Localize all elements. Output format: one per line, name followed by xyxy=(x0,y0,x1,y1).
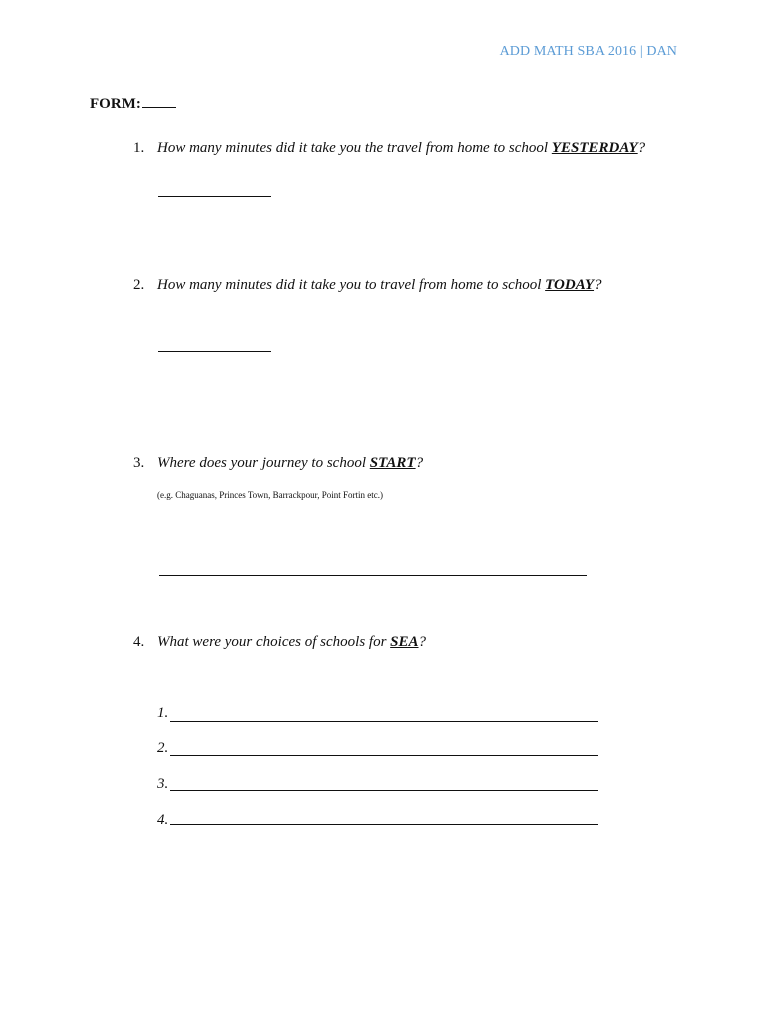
choice-line-2[interactable] xyxy=(170,755,598,756)
choice-2 xyxy=(157,740,169,757)
question-suffix: ? xyxy=(415,455,424,471)
question-number: 3. xyxy=(133,455,145,471)
question-4 xyxy=(133,634,426,651)
question-emphasis: START xyxy=(369,455,416,471)
question-2 xyxy=(133,277,602,294)
document-header: ADD MATH SBA 2016 | DAN xyxy=(499,44,677,59)
question-suffix: ? xyxy=(418,634,427,650)
question-text: What were your choices of schools for xyxy=(157,634,391,650)
choice-label: 1. xyxy=(157,705,169,721)
choice-label: 3. xyxy=(157,776,169,792)
form-blank-line[interactable] xyxy=(142,93,176,108)
question-number: 1. xyxy=(133,140,145,156)
form-label: FORM: xyxy=(90,96,141,112)
question-text: How many minutes did it take you to travel from home to school xyxy=(157,277,546,293)
question-1 xyxy=(133,140,645,157)
choice-line-3[interactable] xyxy=(170,790,598,791)
choice-label: 2. xyxy=(157,740,169,756)
choice-line-4[interactable] xyxy=(170,824,598,825)
question-number: 4. xyxy=(133,634,145,650)
question-text: How many minutes did it take you the travel from home to school xyxy=(157,140,552,156)
choice-label: 4. xyxy=(157,812,169,828)
choice-line-1[interactable] xyxy=(170,721,598,722)
choice-1 xyxy=(157,705,169,722)
question-emphasis: SEA xyxy=(390,634,419,650)
question-suffix: ? xyxy=(637,140,646,156)
answer-line-3[interactable] xyxy=(159,575,587,576)
answer-line-1[interactable] xyxy=(158,196,271,197)
question-suffix: ? xyxy=(594,277,602,293)
choice-3 xyxy=(157,776,169,793)
question-3-hint: (e.g. Chaguanas, Princes Town, Barrackpour, Point Fortin etc.) xyxy=(157,490,384,500)
form-field xyxy=(90,93,176,113)
question-3 xyxy=(133,455,423,472)
question-emphasis: TODAY xyxy=(545,277,595,293)
answer-line-2[interactable] xyxy=(158,351,271,352)
question-text: Where does your journey to school xyxy=(157,455,370,471)
choice-4 xyxy=(157,812,169,829)
question-emphasis: YESTERDAY xyxy=(551,140,638,156)
question-number: 2. xyxy=(133,277,145,293)
